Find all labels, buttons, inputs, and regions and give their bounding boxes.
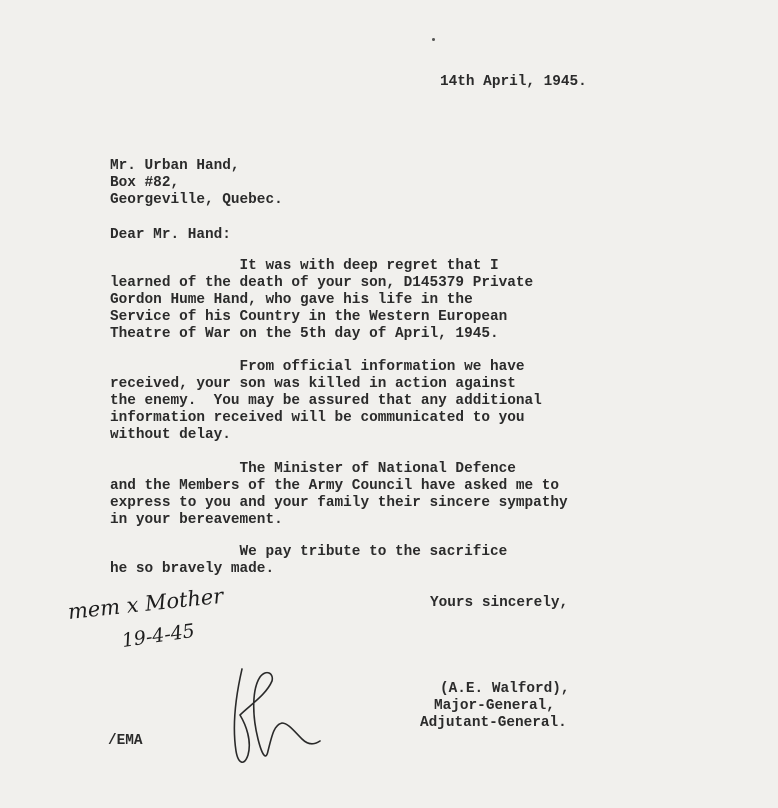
reference-initials: /EMA bbox=[108, 733, 143, 749]
paragraph-line: and the Members of the Army Council have asked me to bbox=[110, 478, 560, 494]
paper-speck bbox=[432, 38, 435, 41]
paragraph-line: the enemy. You may be assured that any additional bbox=[110, 393, 542, 409]
handwritten-note-line1: mem x Mother bbox=[66, 583, 225, 624]
paragraph-line: received, your son was killed in action against bbox=[110, 376, 516, 392]
paragraph-line: From official information we have bbox=[110, 359, 525, 375]
closing: Yours sincerely, bbox=[430, 595, 569, 611]
paragraph-line: We pay tribute to the sacrifice bbox=[110, 544, 508, 560]
paragraph-official-information bbox=[110, 359, 670, 444]
signatory-name: (A.E. Walford), bbox=[440, 681, 570, 697]
handwritten-note-line2: 19-4-45 bbox=[120, 619, 197, 652]
signature-scribble bbox=[222, 655, 342, 775]
recipient-box: Box #82, bbox=[110, 175, 180, 191]
paragraph-line: he so bravely made. bbox=[110, 561, 275, 577]
handwritten-note bbox=[62, 583, 225, 676]
paragraph-line: in your bereavement. bbox=[110, 512, 283, 528]
signatory-title: Adjutant-General. bbox=[420, 715, 567, 731]
recipient-name: Mr. Urban Hand, bbox=[110, 158, 240, 174]
paragraph-tribute bbox=[110, 544, 670, 578]
letter-date: 14th April, 1945. bbox=[440, 74, 587, 90]
paragraph-line: Gordon Hume Hand, who gave his life in the bbox=[110, 292, 473, 308]
paragraph-line: learned of the death of your son, D145379 Private bbox=[110, 275, 534, 291]
paragraph-line: information received will be communicated to you bbox=[110, 410, 525, 426]
paragraph-line: The Minister of National Defence bbox=[110, 461, 516, 477]
paragraph-sympathy bbox=[110, 461, 670, 529]
salutation: Dear Mr. Hand: bbox=[110, 227, 231, 243]
paragraph-line: Theatre of War on the 5th day of April, 1945. bbox=[110, 326, 499, 342]
signatory-rank: Major-General, bbox=[434, 698, 555, 714]
recipient-town: Georgeville, Quebec. bbox=[110, 192, 283, 208]
paragraph-line: Service of his Country in the Western European bbox=[110, 309, 508, 325]
paragraph-line: It was with deep regret that I bbox=[110, 258, 499, 274]
paragraph-line: without delay. bbox=[110, 427, 231, 443]
paragraph-line: express to you and your family their sincere sympathy bbox=[110, 495, 568, 511]
paragraph-condolence bbox=[110, 258, 670, 343]
